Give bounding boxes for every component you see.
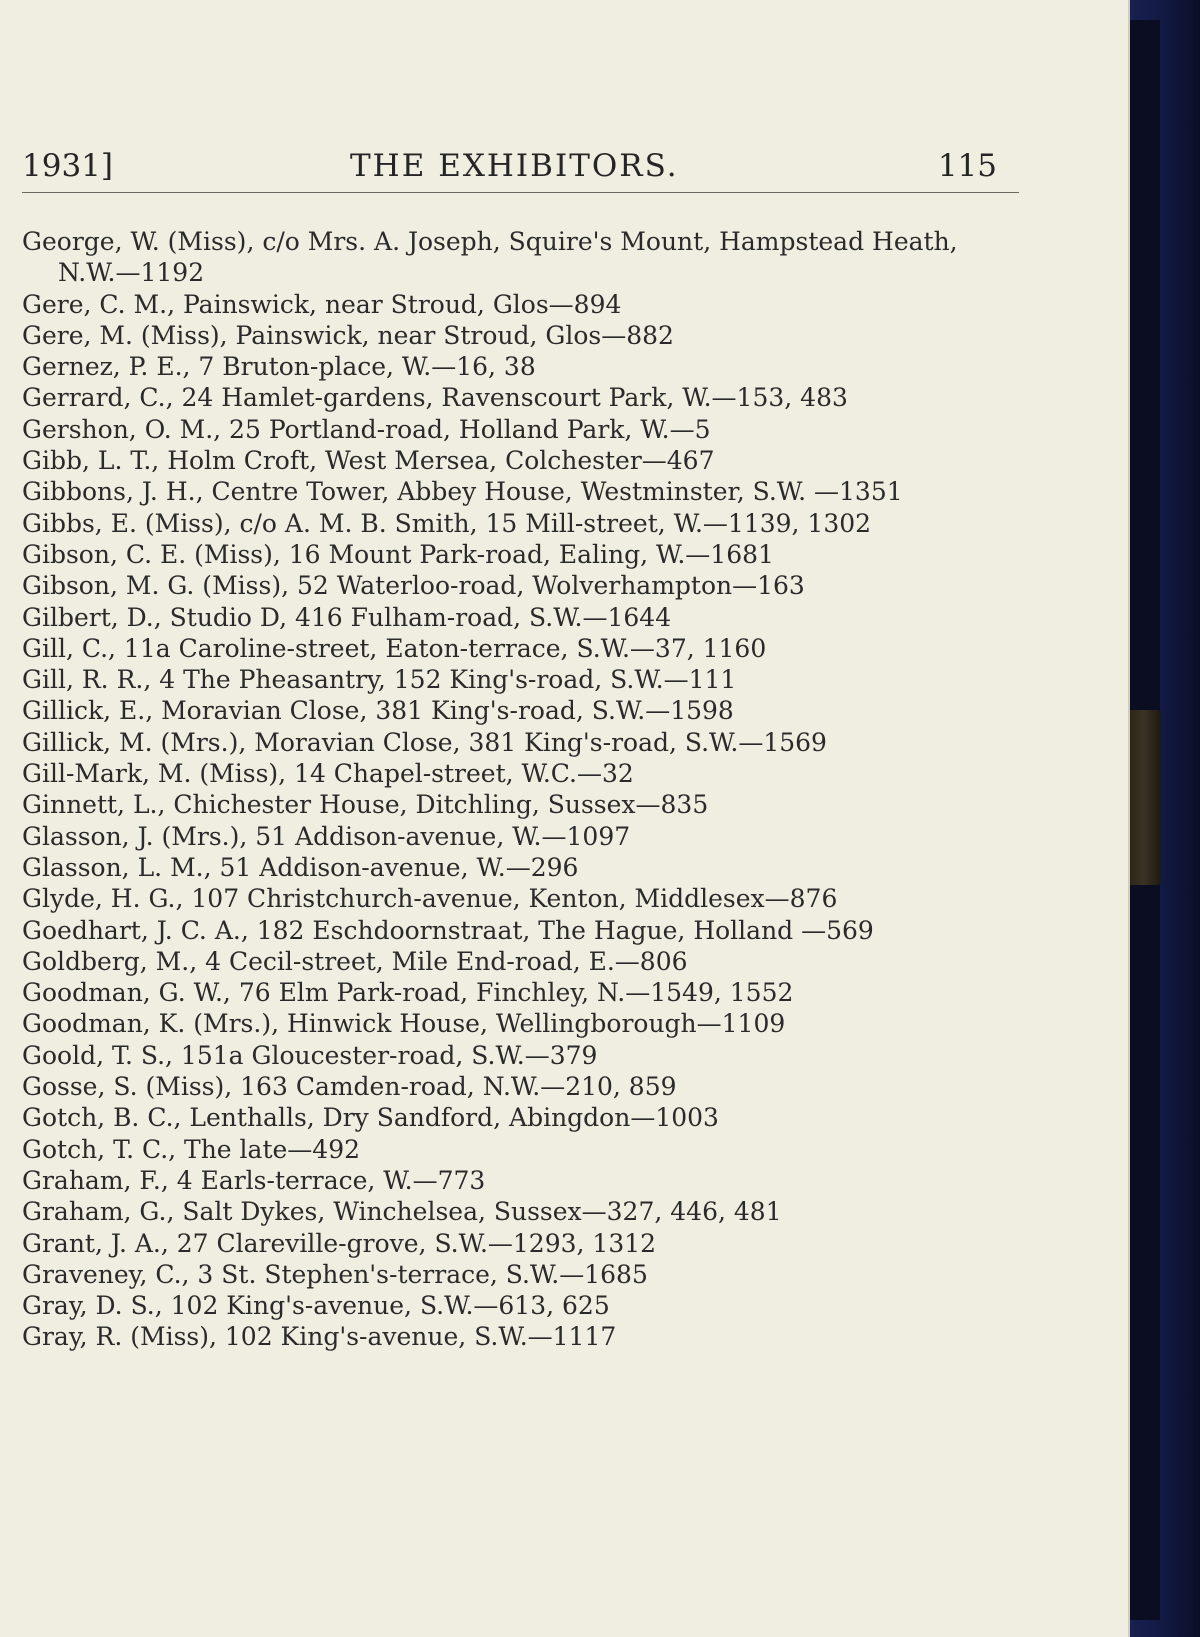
list-entry: Gibb, L. T., Holm Croft, West Mersea, Colchester—467 [22,446,715,476]
list-entry: Gibbons, J. H., Centre Tower, Abbey House, Westminster, S.W. —1351 [22,477,903,507]
list-entry: Glyde, H. G., 107 Christchurch-avenue, Kenton, Middlesex—876 [22,884,838,914]
header-year: 1931] [22,148,113,184]
list-entry: Gill, C., 11a Caroline-street, Eaton-terrace, S.W.—37, 1160 [22,633,767,663]
list-entry: Gray, D. S., 102 King's-avenue, S.W.—613, 625 [22,1291,610,1321]
header-title: THE EXHIBITORS. [350,148,679,184]
list-entry: Gilbert, D., Studio D, 416 Fulham-road, S.W.—1644 [22,602,672,632]
list-entry: Graham, G., Salt Dykes, Winchelsea, Sussex—327, 446, 481 [22,1197,782,1227]
list-entry: Gere, C. M., Painswick, near Stroud, Glos—894 [22,289,622,319]
list-entry: Gerrard, C., 24 Hamlet-gardens, Ravenscourt Park, W.—153, 483 [22,383,848,413]
list-entry: Glasson, L. M., 51 Addison-avenue, W.—296 [22,852,579,882]
list-entry: Gere, M. (Miss), Painswick, near Stroud, Glos—882 [22,320,674,350]
list-entry: Graveney, C., 3 St. Stephen's-terrace, S.W.—1685 [22,1259,648,1289]
book-clasp [1127,710,1161,885]
list-entry: Gershon, O. M., 25 Portland-road, Holland Park, W.—5 [22,414,711,444]
list-entry: Gill, R. R., 4 The Pheasantry, 152 King's-road, S.W.—111 [22,665,737,695]
list-entry: Gosse, S. (Miss), 163 Camden-road, N.W.—210, 859 [22,1072,677,1102]
list-entry: Glasson, J. (Mrs.), 51 Addison-avenue, W.—1097 [22,821,631,851]
list-entry: Graham, F., 4 Earls-terrace, W.—773 [22,1165,486,1195]
list-entry: Gillick, E., Moravian Close, 381 King's-road, S.W.—1598 [22,696,734,726]
list-entry: Goedhart, J. C. A., 182 Eschdoornstraat, The Hague, Holland —569 [22,915,874,945]
page-number: 115 [937,148,997,184]
list-entry: Gibbs, E. (Miss), c/o A. M. B. Smith, 15 Mill-street, W.—1139, 1302 [22,508,872,538]
running-header [22,140,1019,193]
list-entry: Goodman, G. W., 76 Elm Park-road, Finchley, N.—1549, 1552 [22,978,794,1008]
list-entry: Goldberg, M., 4 Cecil-street, Mile End-road, E.—806 [22,946,688,976]
list-entry: Gernez, P. E., 7 Bruton-place, W.—16, 38 [22,352,536,382]
list-entry: Goodman, K. (Mrs.), Hinwick House, Wellingborough—1109 [22,1009,786,1039]
list-entry: Gotch, T. C., The late—492 [22,1134,361,1164]
list-entry: Gotch, B. C., Lenthalls, Dry Sandford, Abingdon—1003 [22,1103,719,1133]
list-entry: Gibson, C. E. (Miss), 16 Mount Park-road, Ealing, W.—1681 [22,539,774,569]
list-entry: Ginnett, L., Chichester House, Ditchling, Sussex—835 [22,790,709,820]
list-entry: Gillick, M. (Mrs.), Moravian Close, 381 King's-road, S.W.—1569 [22,727,827,757]
exhibitor-list [22,226,1017,1353]
list-entry: Grant, J. A., 27 Clareville-grove, S.W.—1293, 1312 [22,1228,657,1258]
list-entry: Goold, T. S., 151a Gloucester-road, S.W.—379 [22,1040,598,1070]
list-entry: Gill-Mark, M. (Miss), 14 Chapel-street, W.C.—32 [22,759,634,789]
list-entry: George, W. (Miss), c/o Mrs. A. Joseph, Squire's Mount, Hampstead Heath, N.W.—1192 [22,227,958,288]
list-entry: Gray, R. (Miss), 102 King's-avenue, S.W.—1117 [22,1322,617,1352]
list-entry: Gibson, M. G. (Miss), 52 Waterloo-road, Wolverhampton—163 [22,571,805,601]
